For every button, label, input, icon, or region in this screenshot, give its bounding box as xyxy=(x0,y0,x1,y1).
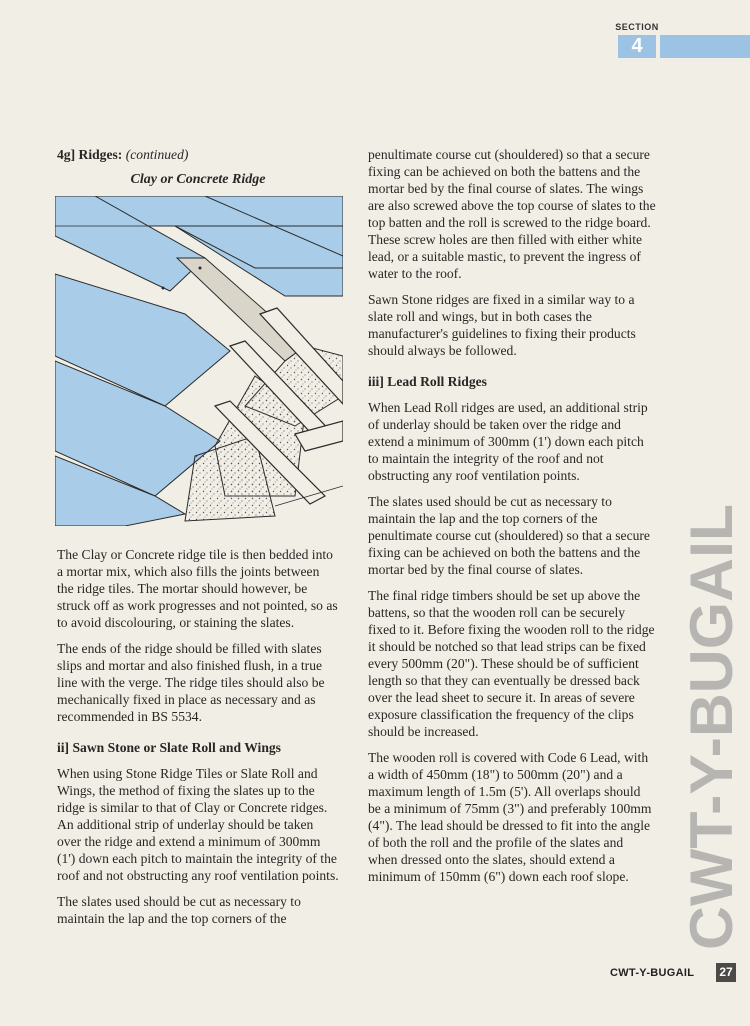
paragraph: The final ridge timbers should be set up above the battens, so that the wooden roll can be securely fixed to it. Before fixing the wooden roll to the ridge it should be notched so that lead strips can be fixed every 500mm (20"). These should be of sufficient length so that they can eventually be dressed back over the lead sheet to secure it. In areas of severe exposure classification the frequency of the clips should be increased. xyxy=(368,588,655,739)
paragraph: The Clay or Concrete ridge tile is then bedded into a mortar mix, which also fills the joints between the ridge tiles. The mortar should however, be struck off as work progresses and not pointed, so as to avoid discolouring, or staining the slates. xyxy=(57,547,338,630)
paragraph: The slates used should be cut as necessary to maintain the lap and the top corners of the xyxy=(57,894,301,926)
section-label: SECTION xyxy=(615,22,659,32)
page-heading xyxy=(57,146,339,163)
heading-text: 4g] Ridges: xyxy=(57,147,123,162)
paragraph: The slates used should be cut as necessary to maintain the lap and the top corners of the penultimate course cut (shouldered) so that a secure fixing can be achieved on both the battens and the mortar bed by the final course of slates. xyxy=(368,494,650,577)
page-number: 27 xyxy=(716,963,736,982)
section-number-badge: 4 xyxy=(618,35,656,58)
paragraph: Sawn Stone ridges are fixed in a similar way to a slate roll and wings, but in both cases the manufacturer's guidelines to fixing their products should always be followed. xyxy=(368,292,636,358)
paragraph: penultimate course cut (shouldered) so that a secure fixing can be achieved on both the battens and the mortar bed by the final course of slates. The wings are also screwed above the top course of slates to the top batten and the roll is screwed to the ridge board. These screw holes are then filled with either white lead, or a suitable mastic, to prevent the ingress of water to the roof. xyxy=(368,147,656,281)
vertical-brand-text: CWT-Y-BUGAIL xyxy=(678,510,745,950)
vertical-brand xyxy=(670,502,750,954)
section-bar xyxy=(660,35,750,58)
paragraph: The ends of the ridge should be filled with slates slips and mortar and also finished flush, in a true line with the verge. The ridge tiles should also be mechanically fixed in place as necessary and as recommended in BS 5534. xyxy=(57,641,325,724)
section-heading: ii] Sawn Stone or Slate Roll and Wings xyxy=(57,740,281,755)
paragraph: When using Stone Ridge Tiles or Slate Roll and Wings, the method of fixing the slates up to the ridge is similar to that of Clay or Concrete ridges. An additional strip of underlay should be taken over the ridge and extend a minimum of 300mm (1') down each pitch to maintain the integrity of the roof and not obstructing any roof ventilation points. xyxy=(57,766,339,883)
heading-note: (continued) xyxy=(125,147,189,162)
subheading: Clay or Concrete Ridge xyxy=(130,172,266,187)
section-heading: iii] Lead Roll Ridges xyxy=(368,374,487,389)
ridge-mortar xyxy=(177,258,343,521)
ridge-illustration xyxy=(55,196,343,526)
paragraph: The wooden roll is covered with Code 6 Lead, with a width of 450mm (18") to 500mm (20") and a maximum length of 1.5m (5'). All overlaps should be a minimum of 75mm (3") and preferably 100mm (4"). The lead should be dressed to fit into the angle of both the roll and the profile of the slates and when dressed onto the slates, should extend a minimum of 150mm (6") down each roof slope. xyxy=(368,750,652,884)
left-column xyxy=(57,146,339,936)
footer-brand: CWT-Y-BUGAIL xyxy=(610,967,695,979)
paragraph: When Lead Roll ridges are used, an additional strip of underlay should be taken over the ridge and extend a minimum of 300mm (1') down each pitch to maintain the integrity of the roof and not obstructing any roof ventilation points. xyxy=(368,400,648,483)
right-column xyxy=(368,146,656,894)
